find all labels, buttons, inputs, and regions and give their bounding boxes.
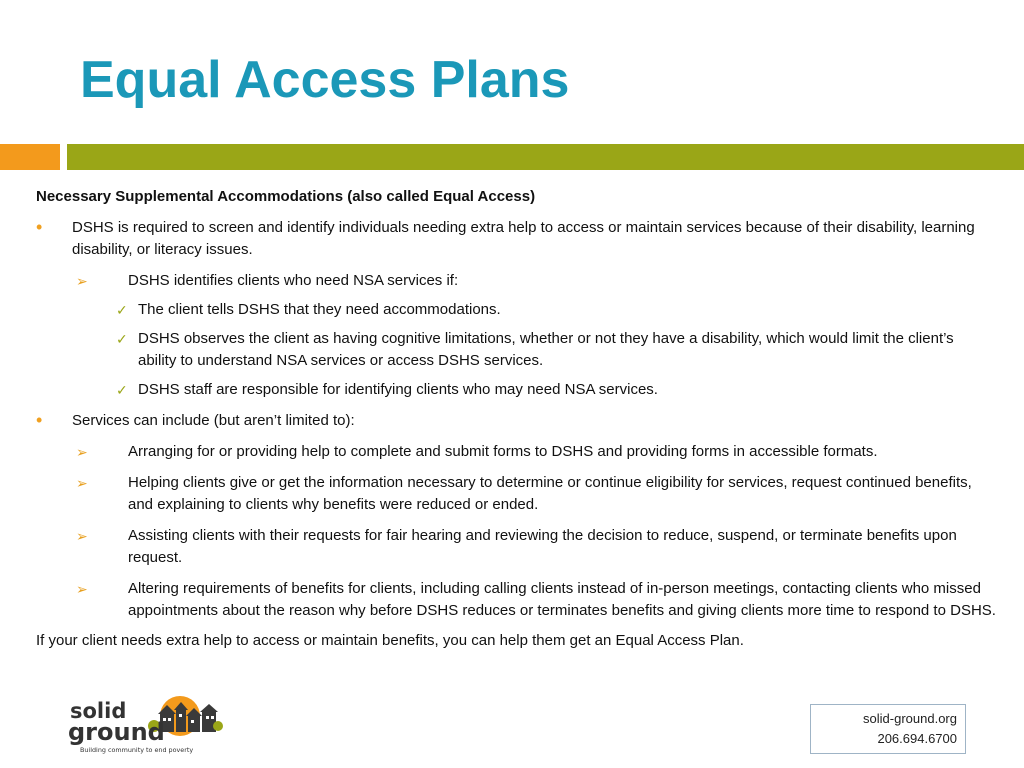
- check-text: DSHS staff are responsible for identifying clients who may need NSA services.: [138, 381, 658, 398]
- check-item: [36, 379, 996, 401]
- bullet-dot-icon: •: [36, 410, 43, 430]
- arrow-bullet-icon: ➢: [76, 444, 88, 460]
- sub-bullet-text: DSHS identifies clients who need NSA services if:: [128, 272, 459, 289]
- phone-text: 206.694.6700: [877, 731, 957, 746]
- sub-bullet-item: [36, 578, 996, 622]
- checkmark-icon: ✓: [116, 382, 128, 398]
- checkmark-icon: ✓: [116, 331, 128, 347]
- arrow-bullet-icon: ➢: [76, 475, 88, 491]
- sub-bullet-item: [36, 525, 996, 569]
- logo-word-ground: ground: [68, 718, 165, 746]
- bullet-dot-icon: •: [36, 217, 43, 237]
- bullet-text: Services can include (but aren’t limited to):: [72, 412, 355, 429]
- arrow-bullet-icon: ➢: [76, 581, 88, 597]
- arrow-bullet-icon: ➢: [76, 528, 88, 544]
- sub-bullet-text: Assisting clients with their requests for fair hearing and reviewing the decision to reduce, suspend, or terminate benefits upon request.: [128, 527, 957, 566]
- sub-bullet-item: [36, 270, 996, 292]
- sub-bullet-item: [36, 441, 996, 463]
- solid-ground-logo: [68, 692, 228, 756]
- logo-word-solid: solid: [70, 699, 127, 723]
- logo-tagline: Building community to end poverty: [80, 746, 194, 754]
- check-item: [36, 328, 996, 372]
- section-heading: Necessary Supplemental Accommodations (also called Equal Access): [36, 188, 536, 205]
- bullet-item: [36, 410, 996, 432]
- sub-bullet-text: Arranging for or providing help to complete and submit forms to DSHS and providing forms in accessible formats.: [128, 443, 878, 460]
- check-text: DSHS observes the client as having cognitive limitations, whether or not they have a disability, which would limit the client’s ability to understand NSA services or access DSHS services.: [138, 330, 954, 369]
- sub-bullet-text: Altering requirements of benefits for clients, including calling clients instead of in-person meetings, contacting clients who missed appointments about the reason why before DSHS reduces or terminates benefits and giving clients more time to respond to DSHS.: [128, 580, 996, 619]
- sub-bullet-text: Helping clients give or get the information necessary to determine or continue eligibility for services, request continued benefits, and explaining to clients why benefits were reduced or ended.: [128, 474, 972, 513]
- slide-title: Equal Access Plans: [80, 51, 570, 109]
- bullet-item: [36, 217, 996, 261]
- accent-bar-orange: [0, 144, 60, 170]
- website-text: solid-ground.org: [863, 711, 957, 726]
- closing-text: If your client needs extra help to access or maintain benefits, you can help them get an Equal Access Plan.: [36, 632, 744, 649]
- checkmark-icon: ✓: [116, 302, 128, 318]
- check-item: [36, 299, 996, 321]
- sub-bullet-item: [36, 472, 996, 516]
- contact-box: [810, 704, 966, 754]
- arrow-bullet-icon: ➢: [76, 273, 88, 289]
- bullet-text: DSHS is required to screen and identify individuals needing extra help to access or maintain services because of their disability, learning disability, or literacy issues.: [72, 219, 975, 258]
- accent-bar-green: [67, 144, 1024, 170]
- slide-content: [36, 186, 996, 652]
- check-text: The client tells DSHS that they need accommodations.: [138, 301, 501, 318]
